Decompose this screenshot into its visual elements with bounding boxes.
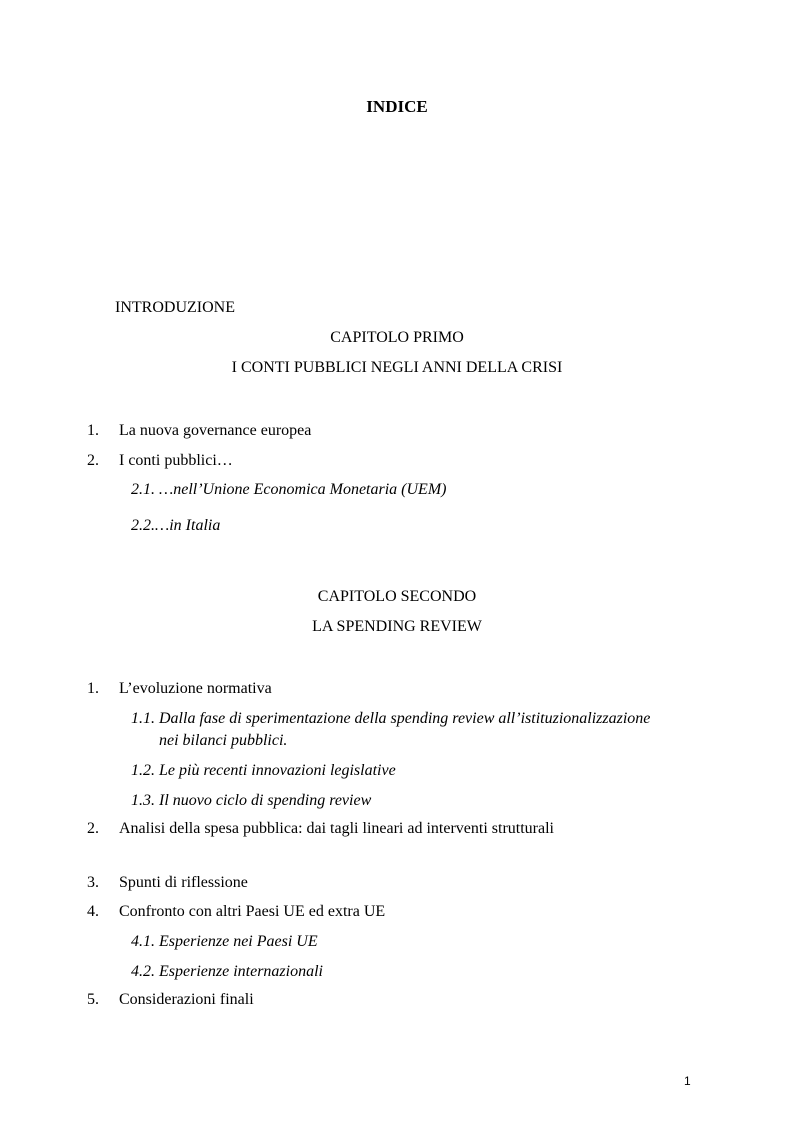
toc-item-text: L’evoluzione normativa [119,680,272,697]
toc-item-number: 1. [87,680,99,697]
toc-subitem-number: 1.2. [131,762,155,779]
toc-subitem-4-2 [131,962,323,982]
toc-subitem-number: 1.1. [131,710,155,727]
toc-subitem-2-2: 2.2.…in Italia [131,517,221,534]
chapter1-heading: CAPITOLO PRIMO [330,329,464,346]
toc-subitem-1-1 [131,709,650,729]
toc-item-number: 2. [87,820,99,837]
toc-item-2-4 [87,902,385,922]
chapter1-title: I CONTI PUBBLICI NEGLI ANNI DELLA CRISI [231,359,563,376]
toc-item-2-2 [87,819,554,839]
toc-item-1-2 [87,451,233,471]
toc-subitem-text: Il nuovo ciclo di spending review [159,792,372,809]
page-number: 1 [684,1074,691,1088]
toc-introduction: INTRODUZIONE [115,299,235,316]
toc-subitem-1-3 [131,791,371,811]
toc-item-2-3 [87,873,248,893]
chapter2-title: LA SPENDING REVIEW [312,618,482,635]
toc-subitem-text: Esperienze internazionali [159,963,323,980]
toc-item-number: 1. [87,422,99,439]
page-title: INDICE [366,97,428,116]
toc-subitem-number: 4.2. [131,963,155,980]
toc-item-number: 2. [87,452,99,469]
toc-subitem-4-1 [131,932,318,952]
toc-subitem-text: Le più recenti innovazioni legislative [159,762,396,779]
toc-subitem-text: Esperienze nei Paesi UE [159,933,318,950]
toc-item-1-1 [87,421,311,441]
toc-item-text: Considerazioni finali [119,991,254,1008]
toc-subitem-2-1: 2.1. …nell’Unione Economica Monetaria (UEM) [131,481,447,498]
toc-subitem-1-1-continued: nei bilanci pubblici. [159,732,288,749]
toc-item-number: 5. [87,991,99,1008]
toc-item-text: I conti pubblici… [119,452,233,469]
chapter2-heading: CAPITOLO SECONDO [317,588,477,605]
toc-subitem-number: 1.3. [131,792,155,809]
toc-subitem-number: 4.1. [131,933,155,950]
toc-item-2-1 [87,679,272,699]
toc-item-text: Spunti di riflessione [119,874,248,891]
toc-subitem-text: Dalla fase di sperimentazione della spending review all’istituzionalizzazione [159,710,651,727]
toc-item-number: 4. [87,903,99,920]
toc-item-text: La nuova governance europea [119,422,312,439]
toc-item-2-5 [87,990,254,1010]
toc-item-text: Analisi della spesa pubblica: dai tagli lineari ad interventi strutturali [119,820,554,837]
toc-item-text: Confronto con altri Paesi UE ed extra UE [119,903,386,920]
toc-item-number: 3. [87,874,99,891]
toc-subitem-1-2 [131,761,396,781]
